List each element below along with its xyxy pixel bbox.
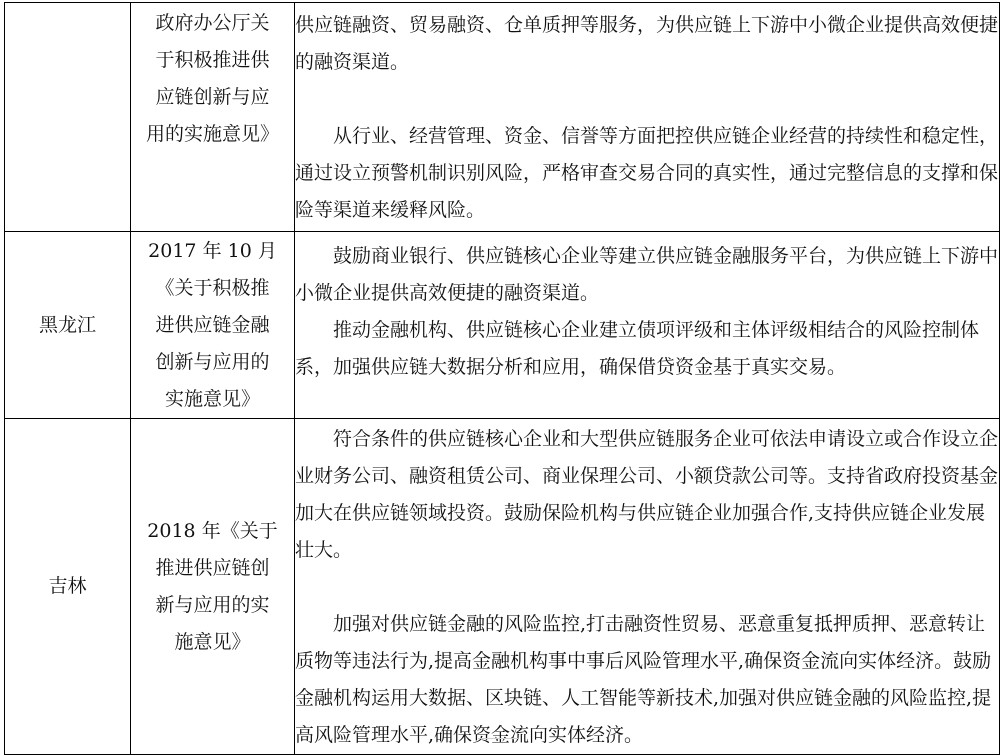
region-cell <box>5 232 131 419</box>
policy-line: 创新与应用的 <box>155 350 270 373</box>
policy-line: 2017 年 10 月 <box>148 239 277 262</box>
content-cell <box>295 232 1000 419</box>
paragraph-spacer <box>295 81 999 118</box>
policy-line: 于积极推进供 <box>155 49 270 71</box>
policy-line: 实施意见》 <box>164 387 260 410</box>
region-cell <box>5 3 131 232</box>
policy-line: 政府办公厅关 <box>155 12 270 34</box>
policy-line: 进供应链金融 <box>155 313 270 336</box>
policy-line: 施意见》 <box>174 630 251 653</box>
table-row <box>5 419 1000 755</box>
policy-line: 用的实施意见》 <box>145 123 279 145</box>
policy-table <box>4 2 1000 755</box>
content-paragraph: 鼓励商业银行、供应链核心企业等建立供应链金融服务平台，为供应链上下游中小微企业提供高效便捷的融资渠道。 <box>295 245 999 304</box>
content-paragraph: 符合条件的供应链核心企业和大型供应链服务企业可依法申请设立或合作设立企业财务公司、融资租赁公司、商业保理公司、小额贷款公司等。支持省政府投资基金加大在供应链领域投资。鼓励保险机构与供应链企业加强合作,支持供应链企业发展壮大。 <box>295 428 999 561</box>
policy-cell <box>131 419 295 755</box>
policy-line: 应链创新与应 <box>155 86 270 108</box>
table-row <box>5 232 1000 419</box>
region-label: 黑龙江 <box>38 313 96 336</box>
policy-line: 《关于积极推 <box>155 276 270 299</box>
content-cell <box>295 3 1000 232</box>
content-paragraph: 供应链融资、贸易融资、仓单质押等服务，为供应链上下游中小微企业提供高效便捷的融资渠道。 <box>295 14 999 73</box>
region-cell <box>5 419 131 755</box>
policy-cell <box>131 232 295 419</box>
policy-line: 新与应用的实 <box>155 593 270 616</box>
policy-cell <box>131 3 295 232</box>
page-break-mark <box>478 738 518 749</box>
content-paragraph: 从行业、经营管理、资金、信誉等方面把控供应链企业经营的持续性和稳定性，通过设立预警机制识别风险，严格审查交易合同的真实性，通过完整信息的支撑和保险等渠道来缓释风险。 <box>295 125 999 221</box>
policy-line: 推进供应链创 <box>155 556 270 579</box>
paragraph-spacer <box>295 569 999 606</box>
content-cell <box>295 419 1000 755</box>
content-paragraph: 推动金融机构、供应链核心企业建立债项评级和主体评级相结合的风险控制体系，加强供应链大数据分析和应用，确保借贷资金基于真实交易。 <box>295 319 980 378</box>
policy-line: 2018 年《关于 <box>147 519 278 542</box>
content-paragraph: 加强对供应链金融的风险监控,打击融资性贸易、恶意重复抵押质押、恶意转让质物等违法行为,提高金融机构事中事后风险管理水平,确保资金流向实体经济。鼓励金融机构运用大数据、区块链、人工智能等新技术,加强对供应链金融的风险监控,提高风险管理水平,确保资金流向实体经济。 <box>295 613 992 746</box>
table-row <box>5 3 1000 232</box>
region-label: 吉林 <box>48 575 87 597</box>
